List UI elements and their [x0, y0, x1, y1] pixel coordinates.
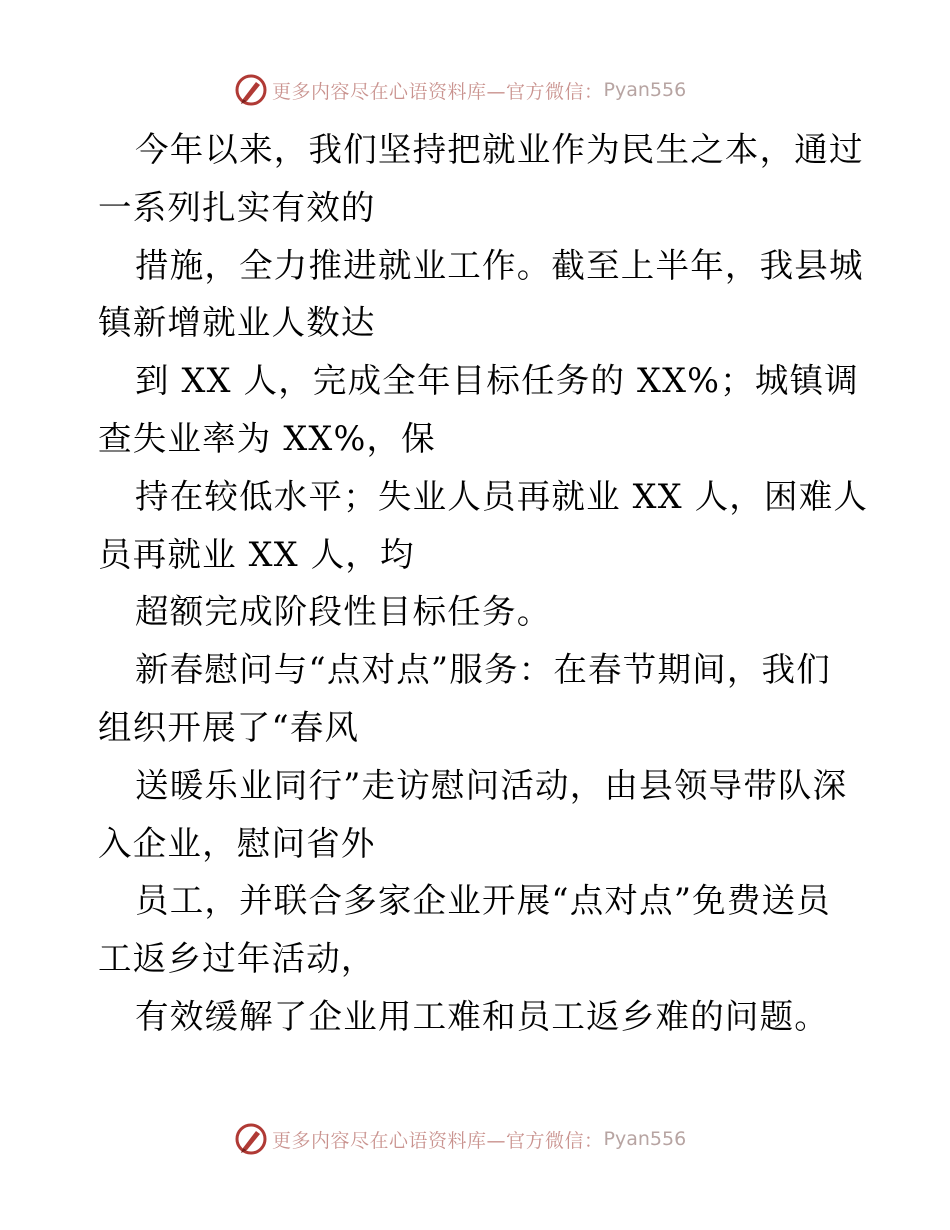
text-line: 组织开展了“春风	[98, 707, 360, 747]
text-line: 工返乡过年活动，	[98, 939, 376, 979]
watermark-wechat-id: Pyan556	[603, 1128, 687, 1150]
watermark-text: 更多内容尽在心语资料库—官方微信：	[272, 80, 604, 103]
text-line: 员再就业 XX 人，均	[98, 534, 415, 574]
text-line: 员工，并联合多家企业开展“点对点”免费送员	[135, 881, 831, 921]
footer-watermark	[234, 1121, 686, 1157]
text-line: 送暖乐业同行”走访慰问活动，由县领导带队深	[135, 765, 848, 805]
text-line: 一系列扎实有效的	[98, 187, 376, 227]
text-line: 超额完成阶段性目标任务。	[135, 592, 552, 632]
pen-logo-icon	[234, 73, 268, 107]
text-line: 持在较低水平；失业人员再就业 XX 人，困难人	[135, 476, 869, 516]
text-line: 新春慰问与“点对点”服务：在春节期间，我们	[135, 650, 831, 690]
text-line: 入企业，慰问省外	[98, 823, 376, 863]
text-line: 查失业率为 XX%，保	[98, 418, 436, 458]
text-line: 镇新增就业人数达	[98, 303, 376, 343]
text-line: 有效缓解了企业用工难和员工返乡难的问题。	[135, 996, 829, 1036]
header-watermark	[234, 72, 686, 108]
text-line: 措施，全力推进就业工作。截至上半年，我县城	[135, 245, 864, 285]
text-line: 到 XX 人，完成全年目标任务的 XX%；城镇调	[135, 361, 859, 401]
watermark-text: 更多内容尽在心语资料库—官方微信：	[272, 1129, 604, 1152]
document-body	[98, 121, 869, 1046]
text-line: 今年以来，我们坚持把就业作为民生之本，通过	[135, 130, 864, 169]
pen-logo-icon	[234, 1122, 268, 1156]
watermark-wechat-id: Pyan556	[603, 79, 687, 101]
